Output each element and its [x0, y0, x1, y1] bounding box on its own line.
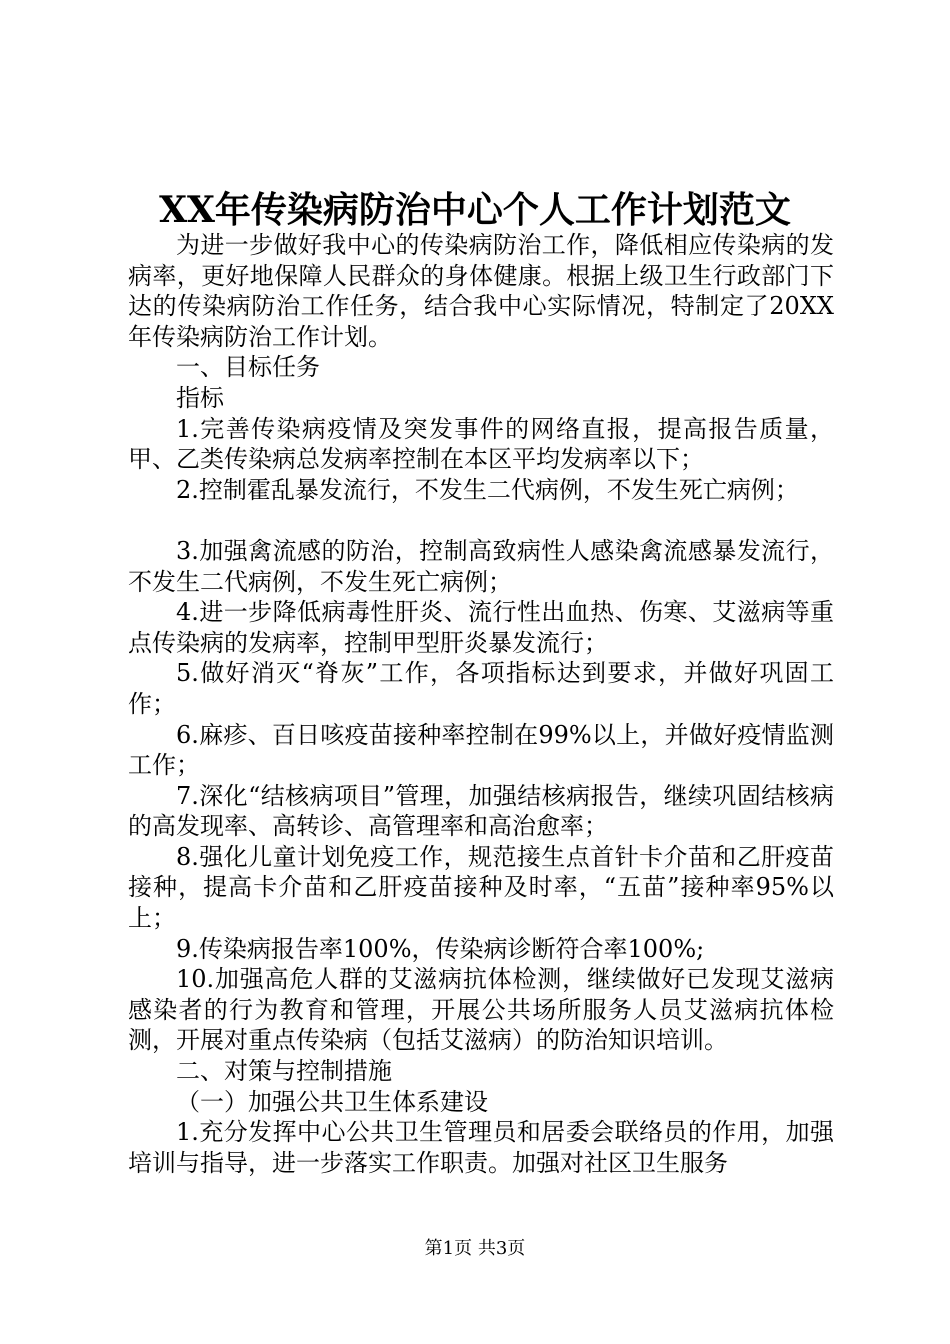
list-item: 4.进一步降低病毒性肝炎、流行性出血热、伤寒、艾滋病等重点传染病的发病率，控制甲型肝炎暴发流行； — [128, 598, 834, 657]
section-heading-measures: 二、对策与控制措施 — [176, 1057, 392, 1086]
list-item: 7.深化“结核病项目”管理，加强结核病报告，继续巩固结核病的高发现率、高转诊、高管理率和高治愈率； — [128, 781, 834, 841]
blank-line — [128, 505, 834, 536]
document-body — [128, 230, 834, 1178]
section-heading-goals: 一、目标任务 — [176, 353, 320, 382]
list-item: 1.完善传染病疫情及突发事件的网络直报，提高报告质量，甲、乙类传染病总发病率控制在本区平均发病率以下； — [128, 414, 834, 474]
page-footer: 第1页 共3页 — [424, 1238, 526, 1259]
list-item: 3.加强禽流感的防治，控制高致病性人感染禽流感暴发流行，不发生二代病例，不发生死亡病例； — [128, 536, 834, 596]
list-item: 2.控制霍乱暴发流行，不发生二代病例，不发生死亡病例； — [176, 475, 799, 504]
list-item: 5.做好消灭“脊灰”工作，各项指标达到要求，并做好巩固工作； — [128, 659, 834, 718]
measure-paragraph: 1.充分发挥中心公共卫生管理员和居委会联络员的作用，加强培训与指导，进一步落实工作职责。加强对社区卫生服务 — [128, 1118, 834, 1177]
document-title: XX年传染病防治中心个人工作计划范文 — [159, 189, 791, 231]
list-item: 8.强化儿童计划免疫工作，规范接生点首针卡介苗和乙肝疫苗接种，提高卡介苗和乙肝疫苗接种及时率，“五苗”接种率95%以上； — [128, 842, 834, 933]
list-item: 9.传染病报告率100%，传染病诊断符合率100%; — [176, 934, 705, 963]
list-item: 10.加强高危人群的艾滋病抗体检测，继续做好已发现艾滋病感染者的行为教育和管理，开展公共场所服务人员艾滋病抗体检测，开展对重点传染病（包括艾滋病）的防治知识培训。 — [128, 965, 834, 1055]
indicator-label: 指标 — [176, 383, 224, 412]
list-item: 6.麻疹、百日咳疫苗接种率控制在99%以上，并做好疫情监测工作； — [128, 720, 834, 780]
subsection-heading: （一）加强公共卫生体系建设 — [176, 1087, 488, 1116]
intro-paragraph: 为进一步做好我中心的传染病防治工作，降低相应传染病的发病率，更好地保障人民群众的身体健康。根据上级卫生行政部门下达的传染病防治工作任务，结合我中心实际情况，特制定了20XX年传染病防治工作计划。 — [128, 231, 834, 351]
